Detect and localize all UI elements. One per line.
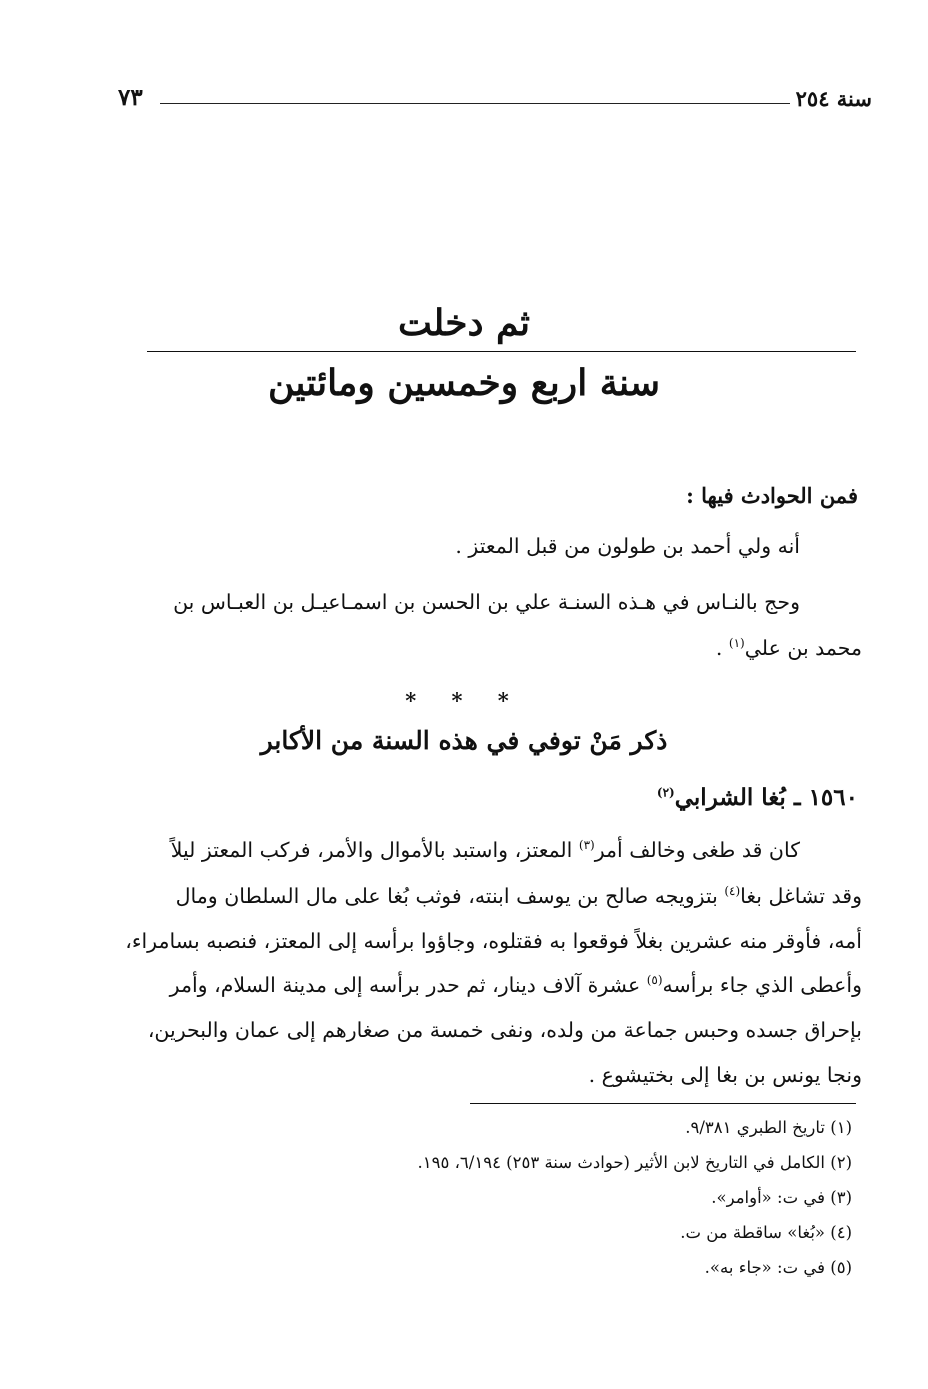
footnote-ref: (٥) — [646, 973, 663, 988]
chapter-title-rule — [147, 351, 856, 352]
events-intro: فمن الحوادث فيها : — [686, 483, 858, 508]
entry-line-2 — [176, 884, 862, 908]
section-title: ذكر مَنْ توفي في هذه السنة من الأكابر — [260, 726, 668, 755]
running-header — [112, 82, 872, 116]
entry-text: كان قد طغى وخالف أمر — [594, 838, 800, 862]
entry-line-5: بإحراق جسده وحبس جماعة من ولده، ونفى خمسة من صغارهم إلى عمان والبحرين، — [147, 1018, 862, 1042]
event-text-end: . — [715, 636, 729, 660]
event-hajj-leader: وحج بالنـاس في هـذه السنـة علي بن الحسن بن اسمـاعيـل بن العبـاس بن — [173, 590, 800, 614]
footnote-ref: (١) — [728, 636, 745, 651]
entry-line-3: أمه، فأوقر منه عشرين بغلاً فوقعوا به فقتلوه، وجاؤوا برأسه إلى المعتز، فنصبه بسامراء، — [125, 929, 862, 953]
page-number: ٧٣ — [118, 84, 143, 111]
event-text: محمد بن علي — [744, 636, 862, 660]
header-rule — [160, 103, 790, 104]
entry-text: عشرة آلاف دينار، ثم حدر برأسه إلى مدينة السلام، وأمر — [169, 973, 647, 997]
footnote-4: (٤) «بُغا» ساقطة من ت. — [680, 1223, 852, 1242]
entry-text: المعتز، واستبد بالأموال والأمر، فركب المعتز ليلاً — [170, 838, 579, 862]
entry-title — [657, 784, 858, 811]
footnote-5: (٥) في ت: «جاء به». — [704, 1258, 852, 1277]
footnote-1: (١) تاريخ الطبري ٩/٣٨١. — [685, 1118, 852, 1137]
entry-text: وقد تشاغل بغا — [740, 884, 862, 908]
event-ahmad-ibn-tulun: أنه ولي أحمد بن طولون من قبل المعتز . — [455, 534, 800, 558]
running-header-year: سنة ٢٥٤ — [795, 86, 872, 111]
footnote-ref: (٢) — [656, 785, 675, 800]
event-hajj-leader-continued — [716, 636, 862, 660]
entry-text: وأعطى الذي جاء برأسه — [662, 973, 862, 997]
entry-line-6: ونجا يونس بن بغا إلى بختيشوع . — [588, 1063, 862, 1087]
entry-line-1 — [171, 838, 800, 862]
entry-line-4 — [170, 973, 862, 997]
entry-text: بتزويجه صالح بن يوسف ابنته، فوثب بُغا على مال السلطان ومال — [175, 884, 725, 908]
entry-title-text: ١٥٦٠ ـ بُغا الشرابي — [674, 784, 858, 811]
footnote-ref: (٣) — [578, 838, 595, 853]
chapter-title-line2: سنة اربع وخمسين ومائتين — [267, 362, 661, 404]
footnote-rule — [470, 1103, 856, 1104]
footnote-ref: (٤) — [724, 884, 741, 899]
chapter-title-line1: ثم دخلت — [397, 302, 531, 344]
footnote-2: (٢) الكامل في التاريخ لابن الأثير (حوادث سنة ٢٥٣) ٦/١٩٤، ١٩٥. — [417, 1153, 852, 1172]
footnote-3: (٣) في ت: «أوامر». — [711, 1188, 852, 1207]
section-separator: * * * — [405, 688, 523, 713]
